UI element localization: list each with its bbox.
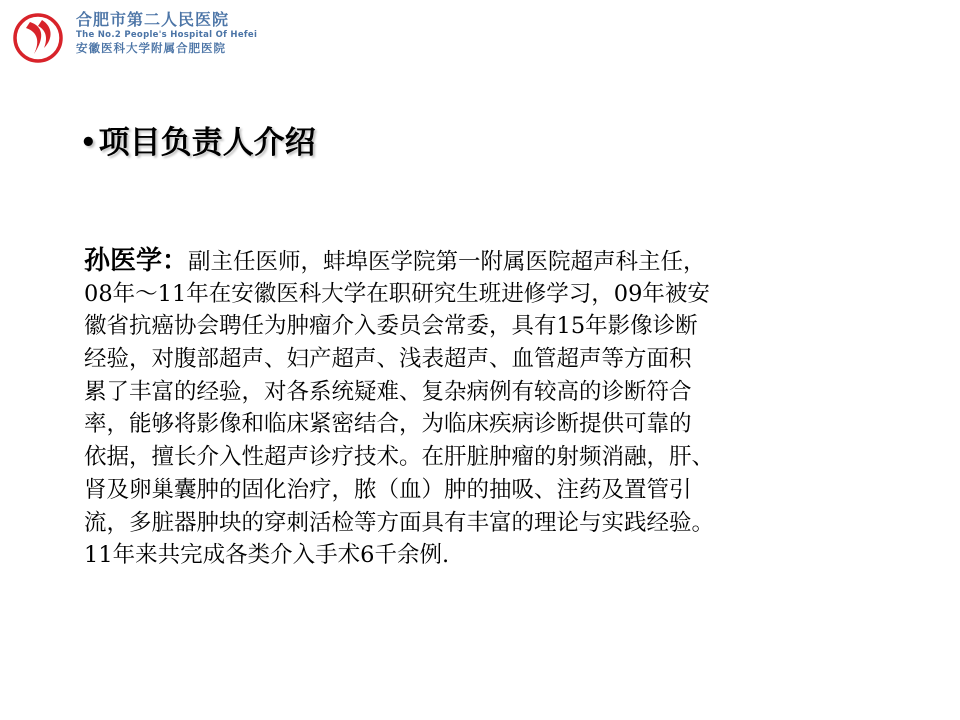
bio-line-text: 副主任医师，蚌埠医学院第一附属医院超声科主任， [188, 249, 706, 275]
bio-line: 11年来共完成各类介入手术6千余例. [84, 542, 450, 569]
bio-line [84, 245, 844, 278]
bio-paragraph [84, 245, 844, 572]
bio-line: 流，多脏器肿块的穿刺活检等方面具有丰富的理论与实践经验。 [84, 509, 715, 536]
bio-line: 肾及卵巢囊肿的固化治疗，脓（血）肿的抽吸、注药及置管引 [84, 476, 692, 503]
heading-bullet: • [80, 128, 97, 158]
heading-text: 项目负责人介绍 [98, 125, 316, 161]
hospital-name-block [76, 10, 316, 56]
bio-line: 经验，对腹部超声、妇产超声、浅表超声、血管超声等方面积 [84, 346, 692, 373]
bio-line: 累了丰富的经验，对各系统疑难、复杂病例有较高的诊断符合 [84, 378, 692, 405]
bio-line: 08年～11年在安徽医科大学在职研究生班进修学习，09年被安 [84, 280, 710, 307]
hospital-logo [8, 8, 308, 58]
slide-heading [80, 121, 316, 165]
bio-line: 率，能够将影像和临床紧密结合，为临床疾病诊断提供可靠的 [84, 411, 692, 438]
hospital-name-cn: 合肥市第二人民医院 [76, 10, 230, 29]
person-name: 孙医学： [84, 246, 189, 276]
bio-line: 依据，擅长介入性超声诊疗技术。在肝脏肿瘤的射频消融，肝、 [84, 444, 715, 471]
bio-line: 徽省抗癌协会聘任为肿瘤介入委员会常委，具有15年影像诊断 [84, 313, 698, 340]
hospital-name-en: The No.2 People's Hospital Of Hefei [76, 30, 258, 40]
hospital-logo-icon [12, 12, 64, 64]
hospital-affiliation: 安徽医科大学附属合肥医院 [76, 41, 226, 55]
